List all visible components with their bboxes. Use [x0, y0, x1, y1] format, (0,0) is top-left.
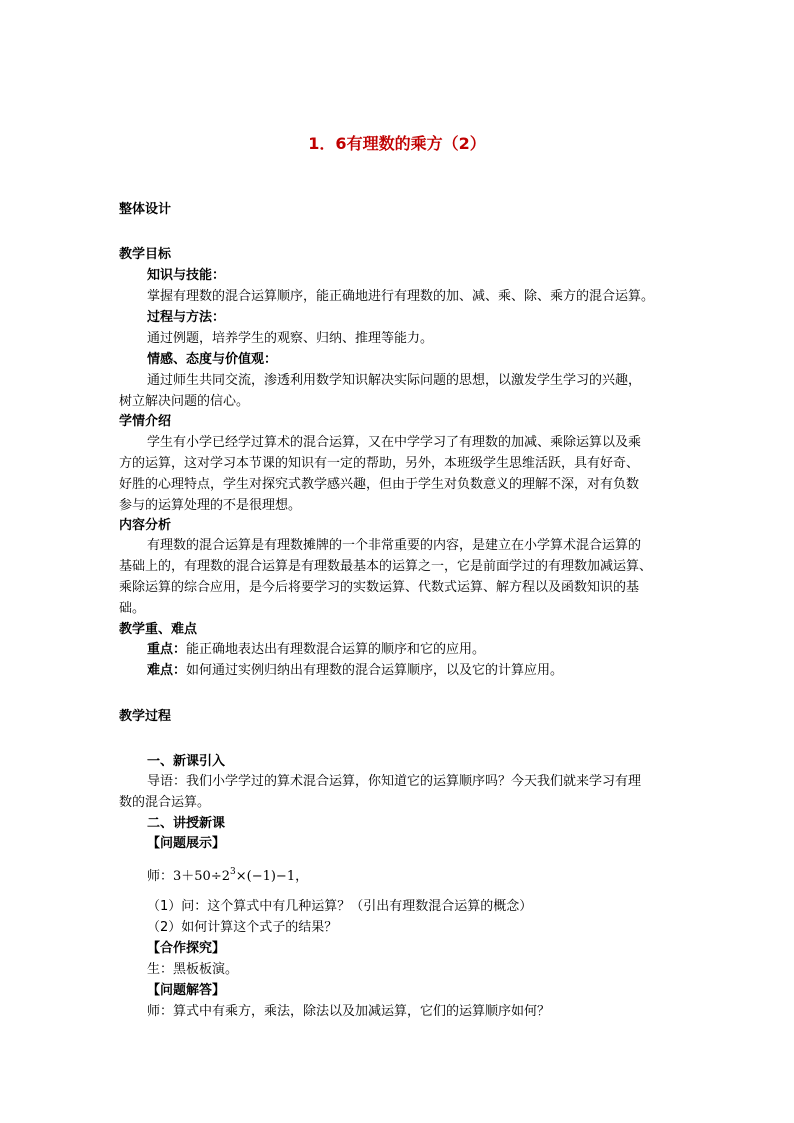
teaching-process-heading: 教学过程: [119, 709, 172, 724]
difficulty-text: 如何通过实例归纳出有理数的混合运算顺序，以及它的计算应用。: [186, 663, 564, 678]
guide-line2: 数的混合运算。: [119, 795, 211, 810]
document-title: 1．6有理数的乘方（2）: [308, 134, 486, 153]
content-line1: 有理数的混合运算是有理数摊牌的一个非常重要的内容，是建立在小学算术混合运算的: [147, 538, 642, 553]
goals-heading: 教学目标: [119, 247, 172, 262]
students-line3: 好胜的心理特点，学生对探究式教学感兴趣，但由于学生对负数意义的理解不深，对有负数: [119, 477, 640, 492]
focus-text: 能正确地表达出有理数混合运算的顺序和它的应用。: [186, 642, 486, 657]
answer-label: 【问题解答】: [147, 983, 226, 998]
content-line4: 础。: [119, 601, 146, 616]
content-line3: 乘除运算的综合应用，是今后将要学习的实数运算、代数式运算、解方程以及函数知识的基: [119, 580, 640, 595]
question-1: （1）问：这个算式中有几种运算？（引出有理数混合运算的概念）: [147, 899, 533, 914]
question-2: （2）如何计算这个式子的结果？: [147, 920, 338, 935]
focus-label: 重点：: [147, 642, 187, 657]
overall-design-heading: 整体设计: [119, 202, 172, 217]
knowledge-text: 掌握有理数的混合运算顺序，能正确地进行有理数的加、减、乘、除、乘方的混合运算。: [147, 289, 655, 304]
content-heading: 内容分析: [119, 518, 172, 533]
key-points-heading: 教学重、难点: [119, 622, 198, 637]
attitude-text-line2: 树立解决问题的信心。: [119, 394, 250, 409]
problem-show-label: 【问题展示】: [147, 836, 226, 851]
difficulty-line: [147, 663, 563, 679]
students-line1: 学生有小学已经学过算术的混合运算，又在中学学习了有理数的加减、乘除运算以及乘: [147, 435, 642, 450]
students-line2: 方的运算，这对学习本节课的知识有一定的帮助，另外，本班级学生思维活跃，具有好奇、: [119, 456, 640, 471]
attitude-text-line1: 通过师生共同交流，渗透利用数学知识解决实际问题的思想，以激发学生学习的兴趣，: [147, 373, 642, 388]
attitude-label: 情感、态度与价值观：: [147, 352, 278, 367]
expression-exponent: 3: [230, 867, 236, 877]
content-line2: 基础上的，有理数的混合运算是有理数最基本的运算之一，它是前面学过的有理数加减运算、: [119, 559, 653, 574]
expression-end: ，: [295, 869, 309, 884]
process-method-text: 通过例题，培养学生的观察、归纳、推理等能力。: [147, 331, 434, 346]
difficulty-label: 难点：: [147, 663, 187, 678]
guide-line1: 导语：我们小学学过的算术混合运算，你知道它的运算顺序吗？今天我们就来学习有理: [147, 774, 642, 789]
focus-line: [147, 642, 485, 658]
student-line: 生：黑板板演。: [147, 962, 239, 977]
teacher-expression-line: [147, 869, 308, 885]
expression-part-a: 3＋50÷2: [173, 869, 230, 884]
knowledge-label: 知识与技能：: [147, 268, 226, 283]
teacher-line: 师：算式中有乘方，乘法，除法以及加减运算，它们的运算顺序如何？: [147, 1004, 551, 1019]
intro-label: 一、新课引入: [147, 754, 226, 769]
expression: [173, 869, 295, 884]
expression-part-b: ×(−1)−1: [235, 869, 296, 884]
process-method-label: 过程与方法：: [147, 310, 226, 325]
teacher-prefix: 师：: [147, 869, 174, 884]
cooperative-label: 【合作探究】: [147, 941, 226, 956]
students-heading: 学情介绍: [119, 414, 172, 429]
students-line4: 参与的运算处理的不是很理想。: [119, 498, 302, 513]
new-lesson-label: 二、讲授新课: [147, 816, 226, 831]
